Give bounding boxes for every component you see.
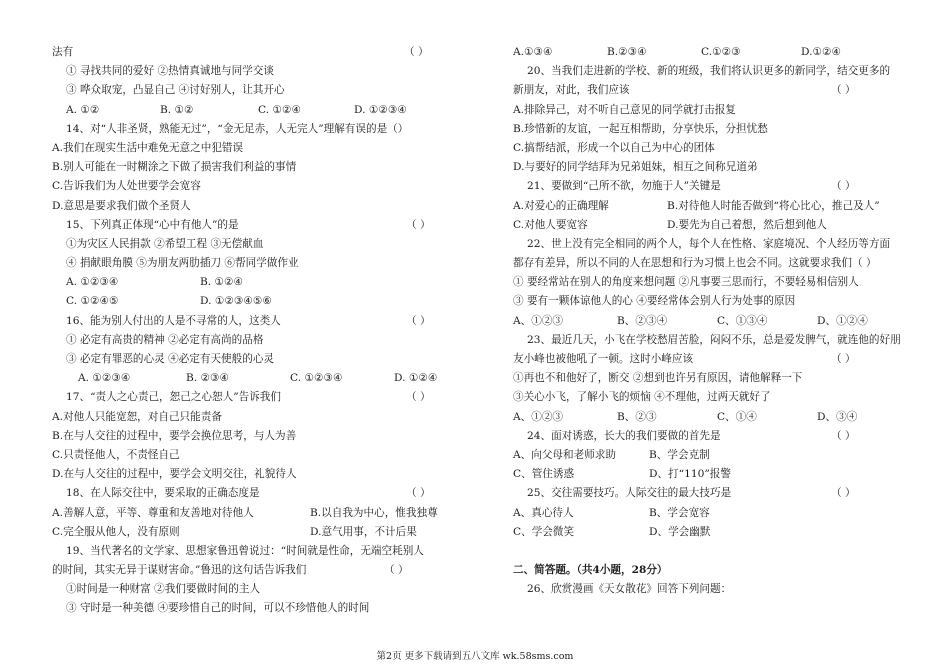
q20-option-d: D.与要好的同学结拜为兄弟姐妹，相互之间称兄道弟 xyxy=(513,161,758,174)
q25-stem xyxy=(513,484,903,503)
q16-option-c: C. ①②③④ xyxy=(290,372,343,385)
q21-answer-blank: （ ） xyxy=(831,180,856,193)
q22-option-b: B、②③④ xyxy=(617,314,668,327)
q20-stem-text: 新朋友，对此，我们应该 xyxy=(513,84,630,97)
q15-option-d: D. ①②③④⑤⑥ xyxy=(200,295,272,308)
q14-option-c: C.告诉我们为人处世要学会宽容 xyxy=(52,180,201,193)
q15-choice-line-2: ④ 捐献眼角膜 ⑤为朋友两肋插刀 ⑥帮同学做作业 xyxy=(66,257,299,270)
q21-stem-text: 21、要做到“己所不欲，勿施于人”关键是 xyxy=(527,180,721,193)
q23-option-a: A、①②③ xyxy=(513,410,564,423)
q24-answer-blank: （ ） xyxy=(831,429,856,442)
q25-option-d: D、学会幽默 xyxy=(649,525,711,538)
q22-option-c: C、①③④ xyxy=(717,314,768,327)
q24-options-row-1 xyxy=(513,446,903,465)
q20-option-b: B.珍惜新的友谊，一起互相帮助，分享快乐，分担忧愁 xyxy=(513,122,768,135)
q22-option-a: A、①②③ xyxy=(513,314,564,327)
q25-option-c: C、学会微笑 xyxy=(513,525,575,538)
q17-option-c: C.只责怪他人，不责怪自己 xyxy=(52,448,180,461)
q24-option-c: C、管住诱惑 xyxy=(513,468,575,481)
q16-stem-text: 16、能为别人付出的人是不寻常的人，这类人 xyxy=(66,314,281,327)
q23-choice-line-2: ③关心小飞，了解小飞的烦恼 ④不理他，过两天就好了 xyxy=(513,391,771,404)
q13-option-a: A. ①② xyxy=(66,103,100,116)
q13-option-b: B. ①② xyxy=(160,103,194,116)
q13-options xyxy=(52,101,452,120)
q15-option-a: A. ①②③④ xyxy=(66,276,119,289)
q20-option-a: A.排除异己，对不听自己意见的同学就打击报复 xyxy=(513,103,736,116)
q15-options-row-2 xyxy=(52,292,452,311)
q20-stem-line-1: 20、当我们走进新的学校、新的班级，我们将认识更多的新同学，结交更多的 xyxy=(527,65,891,78)
q26-stem: 26、欣赏漫画《天女散花》回答下列问题： xyxy=(527,583,732,596)
q25-answer-blank: （ ） xyxy=(831,487,856,500)
q24-option-a: A、向父母和老师求助 xyxy=(513,448,616,461)
q15-options-row-1 xyxy=(52,273,452,292)
q20-option-c: C.搞帮结派，形成一个以自己为中心的团体 xyxy=(513,141,715,154)
q18-option-a: A.善解人意，平等、尊重和友善地对待他人 xyxy=(52,506,254,519)
q21-options-row-2 xyxy=(513,216,903,235)
section-two-heading: 二、简答题。（共4小题，28分） xyxy=(513,564,668,577)
page-footer: 第2页 更多下载请到五八文库 wk.58sms.com xyxy=(376,651,574,662)
q14-stem: 14、对“人非圣贤，熟能无过”，“金无足赤，人无完人”理解有误的是（） xyxy=(66,122,409,135)
q17-answer-blank: （ ） xyxy=(406,391,431,404)
q13-stem-continued xyxy=(52,43,452,62)
q24-stem-text: 24、面对诱惑，长大的我们要做的首先是 xyxy=(527,429,721,442)
q15-option-b: B. ①②④ xyxy=(200,276,244,289)
q13-option-d: D. ①②③④ xyxy=(354,103,407,116)
q18-option-d: D.意气用事，不计后果 xyxy=(310,525,417,538)
q17-option-b: B.在与人交往的过程中，要学会换位思考，与人为善 xyxy=(52,429,297,442)
q18-stem-text: 18、在人际交往中，要采取的正确态度是 xyxy=(66,487,260,500)
q21-option-a: A.对爱心的正确理解 xyxy=(513,199,609,212)
q19-option-d: D.①②④ xyxy=(801,46,841,58)
q15-choice-line-1: ①为灾区人民捐款 ②希望工程 ③无偿献血 xyxy=(66,237,264,250)
q22-options xyxy=(513,312,903,331)
q17-stem-text: 17、“责人之心责己，恕己之心恕人”告诉我们 xyxy=(66,391,281,404)
q19-stem-line-2 xyxy=(52,561,452,580)
q13-answer-blank: （ ） xyxy=(404,46,429,58)
q19-options xyxy=(513,43,903,62)
q16-option-d: D. ①②④ xyxy=(394,372,438,385)
q16-option-a: A. ①②③④ xyxy=(78,372,131,385)
q21-stem xyxy=(513,177,903,196)
q23-option-d: D、③④ xyxy=(817,410,858,423)
q21-option-d: D.要先为自己着想，然后想到他人 xyxy=(667,218,827,231)
q18-options-row-1 xyxy=(52,504,452,523)
q16-answer-blank: （ ） xyxy=(406,314,431,327)
q14-option-b: B.别人可能在一时糊涂之下做了损害我们利益的事情 xyxy=(52,161,297,174)
q25-options-row-2 xyxy=(513,523,903,542)
q20-answer-blank: （ ） xyxy=(831,84,856,97)
q19-stem-text: 的时间，其实无异于谋财害命。”鲁迅的这句话告诉我们 xyxy=(52,564,307,577)
right-column xyxy=(513,43,903,599)
q23-options xyxy=(513,408,903,427)
q18-stem xyxy=(52,484,452,503)
q25-stem-text: 25、交往需要技巧。人际交往的最大技巧是 xyxy=(527,487,732,500)
q16-choice-line-2: ③ 必定有罪恶的心灵 ④必定有天使般的心灵 xyxy=(66,353,275,365)
q24-option-b: B、学会克制 xyxy=(649,448,710,461)
q18-answer-blank: （ ） xyxy=(406,487,431,500)
q25-options-row-1 xyxy=(513,504,903,523)
q15-stem xyxy=(52,216,452,235)
q17-stem xyxy=(52,388,452,407)
q23-stem-text: 友小峰也被他吼了一顿。这时小峰应该 xyxy=(513,353,694,365)
q23-answer-blank: （ ） xyxy=(831,353,856,365)
q19-answer-blank: （ ） xyxy=(384,564,409,577)
q16-stem xyxy=(52,312,452,331)
q21-options-row-1 xyxy=(513,197,903,216)
spacer xyxy=(513,542,903,561)
q18-option-c: C.完全服从他人，没有原则 xyxy=(52,525,180,538)
q24-option-d: D、打“110”报警 xyxy=(649,468,731,481)
q21-option-b: B.对待他人时能否做到“将心比心，推己及人” xyxy=(667,199,880,212)
q23-option-b: B、②③ xyxy=(617,410,657,423)
q23-choice-line-1: ①再也不和他好了，断交 ②想到也许另有原因，请他解释一下 xyxy=(513,372,803,385)
q19-option-c: C.①②③ xyxy=(701,46,741,58)
q19-choice-line-2: ③ 守时是一种美德 ④要珍惜自己的时间，可以不珍惜他人的时间 xyxy=(66,602,370,615)
q19-choice-line-1: ①时间是一种财富 ②我们要做时间的主人 xyxy=(66,583,261,596)
q14-option-d: D.意思是要求我们做个圣贤人 xyxy=(52,199,191,212)
q22-option-d: D、①②④ xyxy=(817,314,868,327)
q25-option-b: B、学会宽容 xyxy=(649,506,710,519)
q16-option-b: B. ②③④ xyxy=(186,372,230,385)
q19-stem-line-1: 19、当代著名的文学家、思想家鲁迅曾说过：“时间就是性命，无端空耗别人 xyxy=(66,544,424,557)
q17-option-d: D.在与人交往的过程中，要学会文明交往，礼貌待人 xyxy=(52,468,297,481)
q23-option-c: C、①④ xyxy=(717,410,757,423)
q18-options-row-2 xyxy=(52,523,452,542)
q22-stem-line-1: 22、世上没有完全相同的两个人，每个人在性格、家庭境况、个人经历等方面 xyxy=(527,237,891,250)
q13-choice-line-2: ③ 哗众取宠，凸显自己 ④讨好别人，让其开心 xyxy=(66,84,285,97)
q13-stem-text: 法有 xyxy=(52,46,74,58)
q23-stem-line-2 xyxy=(513,350,903,369)
q14-option-a: A.我们在现实生活中难免无意之中犯错误 xyxy=(52,141,244,154)
q23-stem-line-1: 23、最近几天，小飞在学校愁眉苦脸，闷闷不乐，总是爱发脾气，就连他的好朋 xyxy=(527,333,901,346)
q24-options-row-2 xyxy=(513,465,903,484)
q22-choice-line-1: ① 要经常站在别人的角度来想问题 ②凡事要三思而行，不要轻易相信别人 xyxy=(513,276,859,289)
left-column xyxy=(52,43,452,619)
q22-stem-line-2: 都存有差异，所以不同的人在思想和行为习惯上也会不同。这就要求我们（ ） xyxy=(513,257,877,270)
q13-option-c: C. ①②④ xyxy=(258,103,301,116)
q15-answer-blank: （ ） xyxy=(406,218,431,231)
q15-option-c: C. ①②④⑤ xyxy=(66,295,119,308)
q24-stem xyxy=(513,427,903,446)
q16-options xyxy=(52,369,452,388)
q17-option-a: A.对他人只能宽恕，对自己只能责备 xyxy=(52,410,222,423)
q19-option-b: B.②③④ xyxy=(607,46,647,58)
q20-stem-line-2 xyxy=(513,81,903,100)
q13-choice-line-1: ① 寻找共同的爱好 ②热情真诚地与同学交谈 xyxy=(66,65,275,78)
q18-option-b: B.以自我为中心，惟我独尊 xyxy=(310,506,438,519)
q15-stem-text: 15、下列真正体现“心中有他人”的是 xyxy=(66,218,239,231)
q16-choice-line-1: ① 必定有高贵的精神 ②必定有高尚的品格 xyxy=(66,333,264,346)
q22-choice-line-2: ③ 要有一颗体谅他人的心 ④要经常体会别人行为处事的原因 xyxy=(513,295,796,308)
q19-option-a: A.①③④ xyxy=(513,46,553,58)
q25-option-a: A、真心待人 xyxy=(513,506,574,519)
q21-option-c: C.对他人要宽容 xyxy=(513,218,588,231)
